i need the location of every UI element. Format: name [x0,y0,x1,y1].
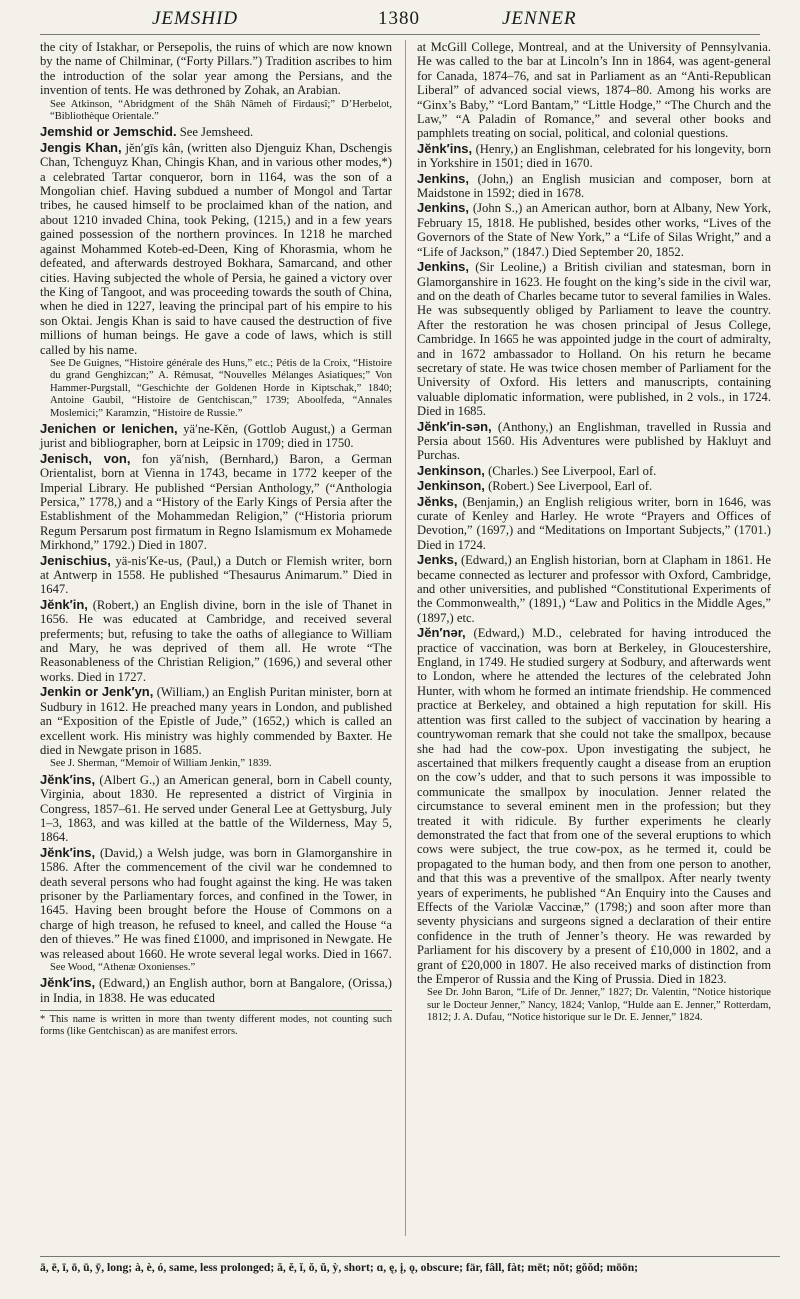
right-column [417,40,771,1027]
entry [417,626,771,986]
entry-text: (Sir Leoline,) a British civilian and statesman, born in Glamorganshire in 1623. He fought on the king’s side in the civil war, and on the death of Charles became tutor to several families in Wales. He was subsequently obliged by Parliament to leave the country. After the restoration he was chosen principal of Jesus College, Cambridge. In 1665 he was appointed judge in the court of admiralty, and in 1672 ambassador to Holland. On his return he became secretary of state. He was twice chosen member of Parliament for the University of Oxford. His letters and manuscripts, containing valuable diplomatic information, were published, in 2 vols., in 1724. Died in 1685. [417,260,772,419]
left-column [40,40,392,1038]
entry-text: (Robert.) See Liverpool, Earl of. [488,479,653,494]
entry-headword: Jenkinson, [417,478,485,494]
entry-text: (John,) an English musician and composer, born at Maidstone in 1592; died in 1678. [417,171,771,201]
entry-text: (David,) a Welsh judge, was born in Glamorganshire in 1586. After the commencement of the civil war he condemned to death several persons who had fought against the king. He was taken prisoner by the Parliamentary forces, and confined in the Tower, in 1645. Having been brought before the House of Commons on a charge of high treason, he refused to kneel, and called the House “a den of thieves.” He was fined £1000, and imprisoned in Newgate. He was released about 1660. He wrote several legal works. Died in 1667. [40,845,392,961]
entry [417,172,771,201]
entry-text: (Albert G.,) an American general, born in Cabell county, Virginia, about 1830. He represented a district of Virginia in Congress, 1857–61. He served under General Lee at Gettysburg, July 1–3, 1863, and was killed at the battle of the Wilderness, May 5, 1864. [40,772,392,845]
column-divider [405,40,406,1236]
entry-headword: Jĕnk′ins, [40,844,96,860]
entry-text: (Charles.) See Liverpool, Earl of. [488,463,657,478]
entry-headword: Jenisch, von, [40,450,131,466]
entry [40,773,392,845]
entry-reference: See Wood, “Athenæ Oxonienses.” [50,962,196,973]
entry-text: (John S.,) an American author, born at Albany, New York, February 15, 1818. He published, besides other works, “Lives of the Governors of the State of New York,” a “Life of Silas Wright,” and a “Life of Jackson,” (1847.) Died September 20, 1852. [417,201,771,259]
entry-text: (William,) an English Puritan minister, born at Sudbury in 1612. He preached many years in London, and published an “Exposition of the Epistle of Jude,” (1652,) which is called an excellent work. His ministry was highly commended by Baxter. He died in Newgate prison in 1685. [40,685,392,757]
entry-text: (Benjamin,) an English religious writer, born in 1646, was curate of Kenley and Harley. He wrote “Prayers and Offices of Devotion,” (1697,) and “Meditations on Important Subjects,” (1701.) Died in 1724. [417,494,771,552]
entry-headword: Jĕnk′ins, [417,140,473,156]
entry [40,554,392,597]
entry-text: jĕn′gīs kân, (written also Djenguiz Khan, Dschengis Chan, Tchenguyz Khan, Chingis Khan, and in various other modes,*) a celebrated Tartar conqueror, born in 1164, was the son of a Mongolian chief. Having subdued a number of Mongol and Tartar tribes, he caused himself to be proclaimed khan of the nation, and about 1210 invaded China, took Peking, (1215,) and in a few years gained possession of the northern provinces. In 1218 he marched against Mohammed Koteb-ed-Deen, King of Khorasmia, whom he defeated, and afterwards destroyed Bokhara, Samarcand, and other cities. Having subjected the whole of Persia, he gained a victory over the King of Tangoot, and was proceeding towards the south of China, when he died in 1227, leaving the principal part of his empire to his son Oktai. Jengis Khan is said to have caused the destruction of five millions of human beings. He gave a code of laws, which is still called by his name. [40,140,392,357]
entry-headword: Jenkins, [417,170,470,186]
entry-headword: Jenkins, [417,200,470,216]
entry-headword: Jenischius, [40,552,111,568]
entry-headword: Jenichen or Ienichen, [40,420,178,436]
entry [417,142,771,171]
entry [417,553,771,625]
pronunciation-key: ā, ē, ī, ō, ū, ȳ, long; à, è, ó, same, less prolonged; ă, ĕ, ĭ, ŏ, ŭ, ỳ, short; ɑ, ę, į, ǫ, obscure; fär, fâll, fàt; mēt; nŏt; gŏŏd; mōōn; [40,1256,780,1274]
entry [417,201,771,259]
entry [417,464,771,478]
entry [40,125,392,139]
entry-text: (Anthony,) an Englishman, travelled in Russia and Persia about 1560. His Adventures were published by Hakluyt and Purchas. [417,419,771,463]
running-header [40,6,760,35]
entry-text: yä-nis′Ke-us, (Paul,) a Dutch or Flemish writer, born at Antwerp in 1558. He published “Thesaurus Animarum.” Died in 1647. [40,553,392,597]
entry-headword: Jenkinson, [417,462,485,478]
entry-headword: Jĕn′nər, [417,625,466,641]
entry [40,598,392,684]
entry-reference: See Dr. John Baron, “Life of Dr. Jenner,” 1827; Dr. Valentin, “Notice historique sur le Docteur Jenner,” Nancy, 1824; Vanlop, “Hulde aan E. Jenner,” Rotterdam, 1812; J. A. Dufau, “Notice historique sur le Dr. E. Jenner,” 1824. [427,987,771,1024]
entry-text: the city of Istakhar, or Persepolis, the ruins of which are now known by the name of Chilminar, (“Forty Pillars.”) Tradition ascribes to him the introduction of the solar year among the Persians, and the invention of tents. He was dethroned by Zohak, an Arabian. [40,40,392,98]
entry [417,495,771,553]
entry-text: See Jemsheed. [179,125,254,140]
header-right-word: JENNER [502,8,577,29]
entry [417,420,771,463]
entry-text: (Edward,) M.D., celebrated for having introduced the practice of vaccination, was born at Berkeley, in Gloucestershire, England, in 1749. He studied surgery at Sodbury, and afterwards went to London, where he attended the lectures of the celebrated John Hunter, with whom he formed an intimate friendship. He commenced practice at Berkeley, and obtained a high reputation for skill. His attention was first called to the subject of vaccination by hearing a countrywoman remark that she could not take the smallpox, because she had had the cow-pox. Upon investigating the subject, he ascertained that milkers frequently caught a disease from an eruption on the cow’s udder, and that to such persons it was impossible to communicate the smallpox by inoculation. Jenner related the circumstance to several eminent men in the profession; but they treated it with ridicule. By further experiments he clearly demonstrated the fact that from one of the several eruptions to which cows were subject, the true cow-pox, as he termed it, could be propagated to the human body, and then from one person to another, and that this was a preventive of the smallpox. After nearly twenty years of experiments, he published “An Enquiry into the Causes and Effects of the Variolæ Vaccinæ,” (1798;) and soon after more than seventy physicians and surgeons signed a declaration of their entire confidence in the truth of Jenner’s theory. He was rewarded by Parliament for his discovery by a present of £10,000 in 1802, and a grant of £20,000 in 1807. He also received marks of distinction from the Emperor of Russia and the King of Prussia. Died in 1823. [417,626,771,986]
entry [40,141,392,357]
header-left-word: JEMSHID [152,8,239,29]
entry-headword: Jenks, [417,552,458,568]
entry-headword: Jĕnk′in-sən, [417,418,492,434]
entry-reference: See J. Sherman, “Memoir of William Jenkin,” 1839. [50,758,272,770]
entry [417,260,771,418]
entry [40,685,392,757]
entry-text: fon yä′nish, (Bernhard,) Baron, a German Orientalist, born at Vienna in 1743, became in 1772 keeper of the Imperial Library. He published “Persian Anthology,” (“Anthologia Persica,” 1778,) and a “History of the Early Kings of Persia after the Establishment of the Mohammedan Religion,” (“Historia priorum Regum Persarum post firmatum in Regno Islamismum ex Mohamede Mirkhond,” 1792.) Died in 1807. [40,451,392,553]
entry-text: (Edward,) an English author, born at Bangalore, (Orissa,) in India, in 1838. He was educated [40,976,393,1005]
entry-text: (Robert,) an English divine, born in the isle of Thanet in 1656. He was educated at Cambridge, and received several preferments; but, refusing to take the oaths of allegiance to William and Mary, he was deprived of them all. He wrote “The Reasonableness of the Christian Religion,” (1696,) and several other works. Died in 1727. [40,597,392,684]
entry-headword: Jenkin or Jenk′yn, [40,684,154,700]
footnote-rule [40,1010,392,1011]
entry-headword: Jĕnks, [417,493,458,509]
entry [40,40,392,98]
entry [40,452,392,553]
entry-reference: See De Guignes, “Histoire générale des Huns,” etc.; Pétis de la Croix, “Histoire du grand Genghizcan;” A. Rémusat, “Nouvelles Mélanges Asiatiques;” Von Hammer-Purgstall, “Geschichte der Goldenen Horde in Kiptschak,” 1840; Antoine Gaubil, “Histoire de Gentchiscan,” 1739; Aboolfeda, “Annales Moslemici;” Karamzin, “Histoire de Russie.” [50,357,392,419]
entry-headword: Jĕnk′ins, [40,771,96,787]
entry-text: at McGill College, Montreal, and at the University of Pennsylvania. He was called to the bar at Lincoln’s Inn in 1864, was agent-general for Canada, 1874–76, and sat in Parliament as an “Anti-Republican Liberal” of advanced social views, 1874–80. Among his works are “Ginx’s Baby,” “Lord Bantam,” “Little Hodge,” “The Church and the Law,” “A Paladin of Romance,” and several other books and pamphlets treating on social, political, and colonial questions. [417,40,771,141]
entry [40,846,392,961]
entry [417,479,771,493]
entry-headword: Jenkins, [417,259,470,275]
entry-text: (Edward,) an English historian, born at Clapham in 1861. He became connected as lecturer and professor with Oxford, Cambridge, and other universities, and published “Constitutional Experiments of the Commonwealth,” (1891,) “Law and Politics in the Middle Ages,” (1897,) etc. [417,553,771,625]
entry [40,422,392,451]
entry [40,976,392,1005]
entry [417,40,771,141]
entry-reference: See Atkinson, “Abridgment of the Shâh Nâmeh of Firdausî;” D’Herbelot, “Bibliothèque Orientale.” [50,98,392,123]
entry-headword: Jĕnk′in, [40,596,88,612]
entry-text: yä′ne-Kĕn, (Gottlob August,) a German jurist and bibliographer, born at Leipsic in 1709; died in 1750. [40,421,392,451]
entry-headword: Jemshid or Jemschid. [40,124,177,140]
entry-text: (Henry,) an Englishman, celebrated for his longevity, born in Yorkshire in 1501; died in 1670. [417,141,771,171]
page-number: 1380 [378,8,420,29]
entry-headword: Jengis Khan, [40,139,122,155]
entry-headword: Jĕnk′ins, [40,975,96,991]
footnote: * This name is written in more than twenty different modes, not counting such forms (like Gentchiscan) as are manifest errors. [40,1014,392,1038]
